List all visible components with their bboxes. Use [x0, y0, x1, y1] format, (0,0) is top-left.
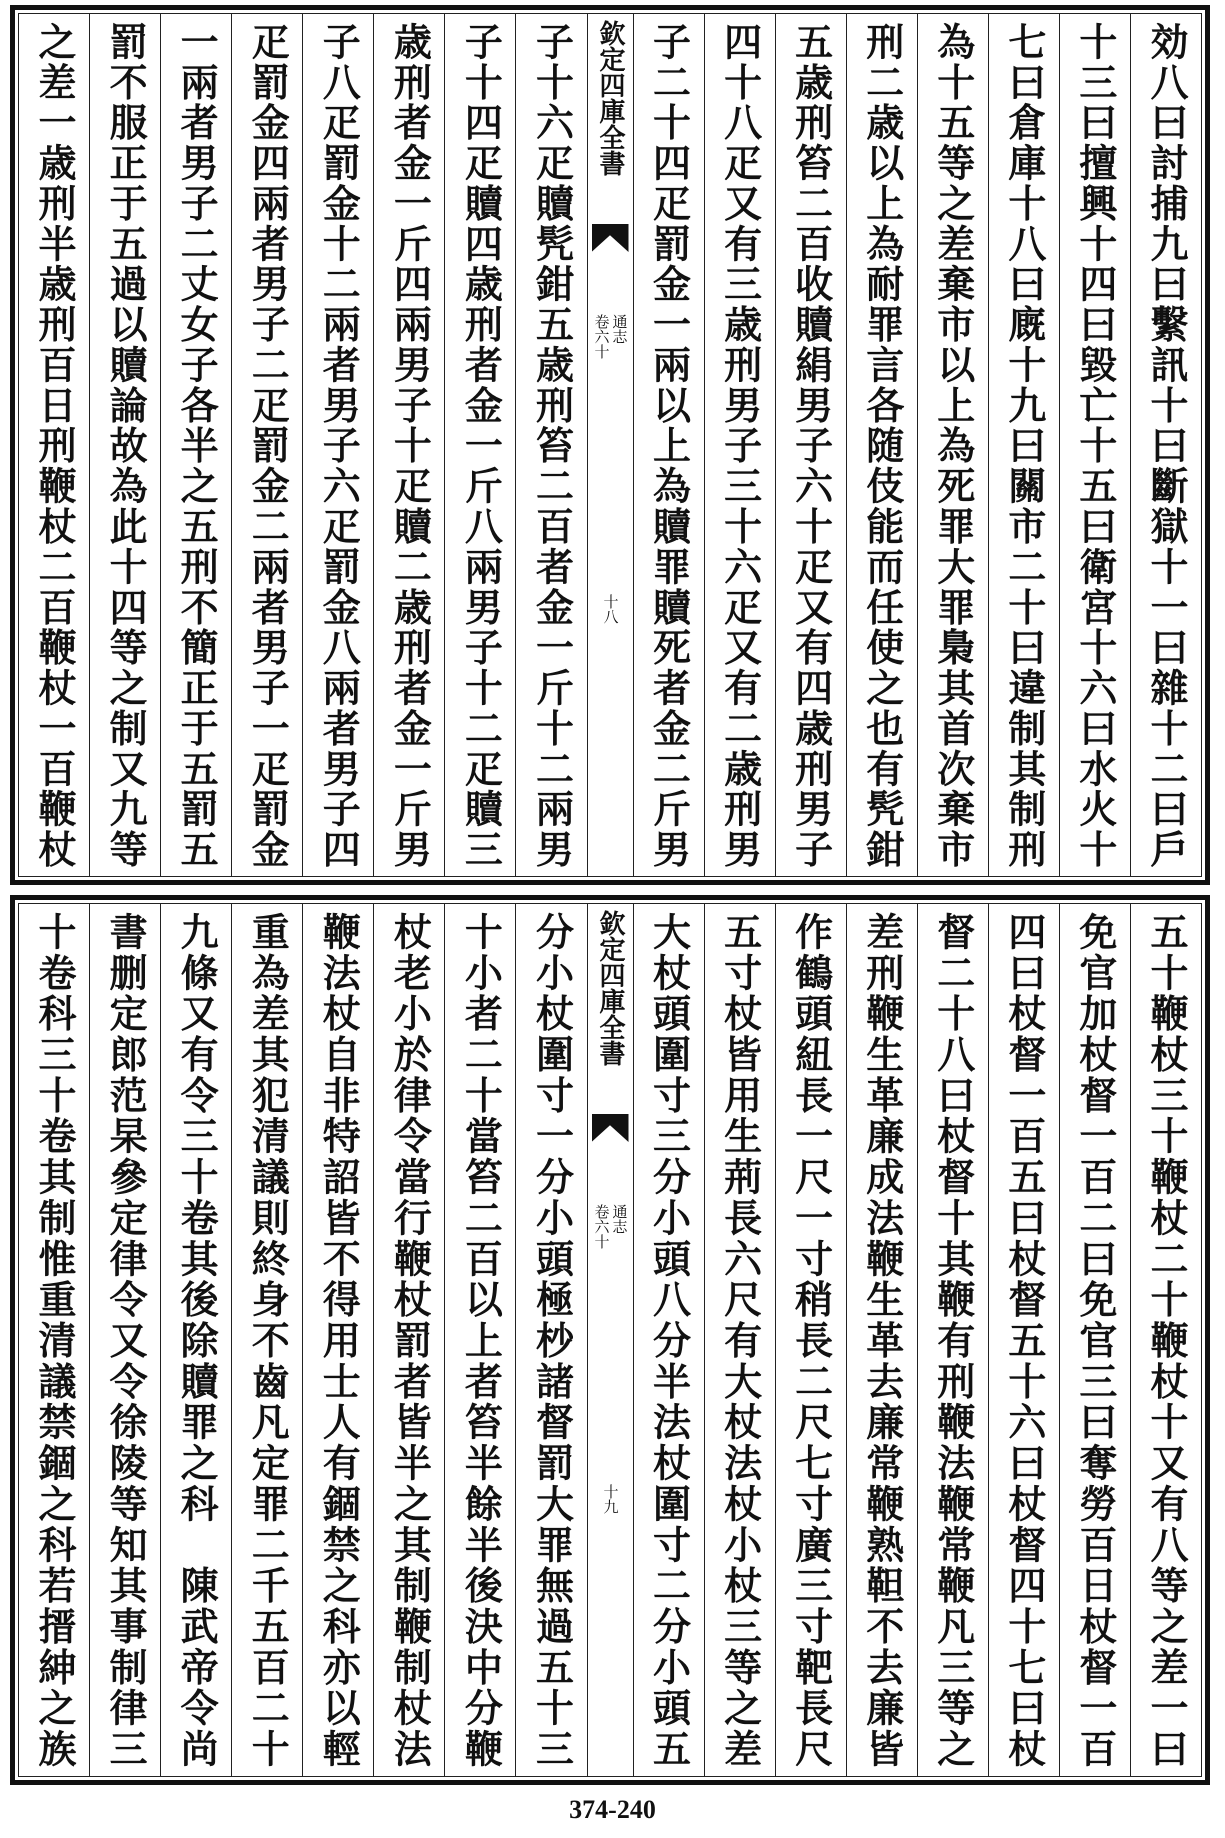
text-column: [302, 904, 373, 1776]
text-column: [373, 904, 444, 1776]
column-text: 五寸杖皆用生荊長六尺有大杖法杖小杖三等之差: [717, 912, 763, 1770]
column-text: 重為差其犯清議則終身不齒凡定罪二千五百二十: [245, 912, 291, 1770]
column-text: 刑二歳以上為耐罪言各随伎能而任使之也有髠鉗: [859, 22, 905, 870]
column-text: 効八曰討捕九曰繫訊十曰斷獄十一曰雜十二曰戶: [1143, 22, 1189, 870]
column-text: 作鶴頭紐長一尺一寸稍長二尺七寸廣三寸靶長尺: [788, 912, 834, 1770]
fishtail-mark-upper: [592, 224, 629, 252]
column-text: 子八疋罰金十二兩者男子六疋罰金八兩者男子四: [316, 22, 362, 870]
volume-label: 卷六十: [592, 314, 611, 359]
text-column: [704, 14, 775, 876]
book-header: 欽定四庫全書: [595, 20, 625, 176]
book-header: 欽定四庫全書: [595, 910, 625, 1066]
text-column: [633, 904, 704, 1776]
column-text: 十小者二十當笞二百以上者笞半餘半後決中分鞭: [458, 912, 504, 1770]
text-column: [160, 904, 231, 1776]
column-text: 四曰杖督一百五曰杖督五十六曰杖督四十七曰杖: [1001, 912, 1047, 1770]
column-text: 疋罰金四兩者男子二疋罰金二兩者男子一疋罰金: [245, 22, 291, 870]
column-text: 之差一歳刑半歳刑百日刑鞭杖二百鞭杖一百鞭杖: [32, 22, 78, 870]
center-fold-column: [587, 14, 633, 876]
text-column: [917, 14, 988, 876]
column-text: 罰不服正于五過以贖論故為此十四等之制又九等: [103, 22, 149, 870]
column-text: 鞭法杖自非特詔皆不得用士人有錮禁之科亦以輕: [316, 912, 362, 1770]
top-page-frame: [18, 13, 1202, 877]
column-text: 差刑鞭生革廉成法鞭生革去廉常鞭熟靼不去廉皆: [859, 912, 905, 1770]
text-column: [917, 904, 988, 1776]
column-text: 五歳刑笞二百收贖絹男子六十疋又有四歳刑男子: [788, 22, 834, 870]
text-column: [515, 904, 586, 1776]
text-column: [775, 14, 846, 876]
text-column: [846, 14, 917, 876]
column-text: 歳刑者金一斤四兩男子十疋贖二歳刑者金一斤男: [387, 22, 433, 870]
page-footer-number: 374-240: [569, 1795, 656, 1824]
fishtail-mark-upper: [592, 1114, 629, 1142]
column-text: 五十鞭杖三十鞭杖二十鞭杖十又有八等之差一曰: [1143, 912, 1189, 1770]
text-column: [373, 14, 444, 876]
column-text: 子二十四疋罰金一兩以上為贖罪贖死者金二斤男: [646, 22, 692, 870]
text-column: [988, 14, 1059, 876]
text-column: [1059, 14, 1130, 876]
column-text: 為十五等之差棄市以上為死罪大罪梟其首次棄市: [930, 22, 976, 870]
column-text: 子十四疋贖四歳刑者金一斤八兩男子十二疋贖三: [458, 22, 504, 870]
text-column: [1130, 14, 1201, 876]
column-text: 免官加杖督一百二曰免官三曰奪勞百日杖督一百: [1072, 912, 1118, 1770]
volume-label: 卷六十: [592, 1204, 611, 1249]
text-column: [988, 904, 1059, 1776]
center-fold-column: [587, 904, 633, 1776]
book-title: 通志: [610, 1204, 629, 1234]
text-column: [633, 14, 704, 876]
text-column: [515, 14, 586, 876]
text-column: [19, 904, 89, 1776]
column-text: 大杖頭圍寸三分小頭八分半法杖圍寸二分小頭五: [646, 912, 692, 1770]
column-text: 一兩者男子二丈女子各半之五刑不簡正于五罰五: [174, 22, 220, 870]
column-text: 十卷科三十卷其制惟重清議禁錮之科若搢紳之族: [32, 912, 78, 1770]
text-column: [89, 14, 160, 876]
text-column: [846, 904, 917, 1776]
folio-number: 十九: [601, 1484, 620, 1514]
column-text: 分小杖圍寸一分小頭極杪諸督罰大罪無過五十三: [529, 912, 575, 1770]
column-text: 七曰倉庫十八曰廐十九曰關市二十曰違制其制刑: [1001, 22, 1047, 870]
text-column: [302, 14, 373, 876]
text-column: [19, 14, 89, 876]
column-text: 書删定郎范杲參定律令又令徐陵等知其事制律三: [103, 912, 149, 1770]
text-column: [160, 14, 231, 876]
column-text: 十三曰擅興十四曰毀亡十五曰衛宮十六曰水火十: [1072, 22, 1118, 870]
text-column: [231, 904, 302, 1776]
text-column: [89, 904, 160, 1776]
text-column: [444, 904, 515, 1776]
column-text: 杖老小於律令當行鞭杖罰者皆半之其制鞭制杖法: [387, 912, 433, 1770]
bottom-page-frame: [18, 903, 1202, 1777]
text-column: [775, 904, 846, 1776]
text-column: [1130, 904, 1201, 1776]
bottom-page: [10, 895, 1210, 1785]
column-text: 四十八疋又有三歳刑男子三十六疋又有二歳刑男: [717, 22, 763, 870]
column-text: 子十六疋贖髠鉗五歳刑笞二百者金一斤十二兩男: [529, 22, 575, 870]
top-page: [10, 5, 1210, 885]
text-column: [1059, 904, 1130, 1776]
text-column: [231, 14, 302, 876]
column-text: 九條又有令三十卷其後除贖罪之科 陳武帝令尚: [174, 912, 220, 1770]
column-text: 督二十八曰杖督十其鞭有刑鞭法鞭常鞭凡三等之: [930, 912, 976, 1770]
book-title: 通志: [610, 314, 629, 344]
text-column: [704, 904, 775, 1776]
folio-number: 十八: [601, 594, 620, 624]
text-column: [444, 14, 515, 876]
